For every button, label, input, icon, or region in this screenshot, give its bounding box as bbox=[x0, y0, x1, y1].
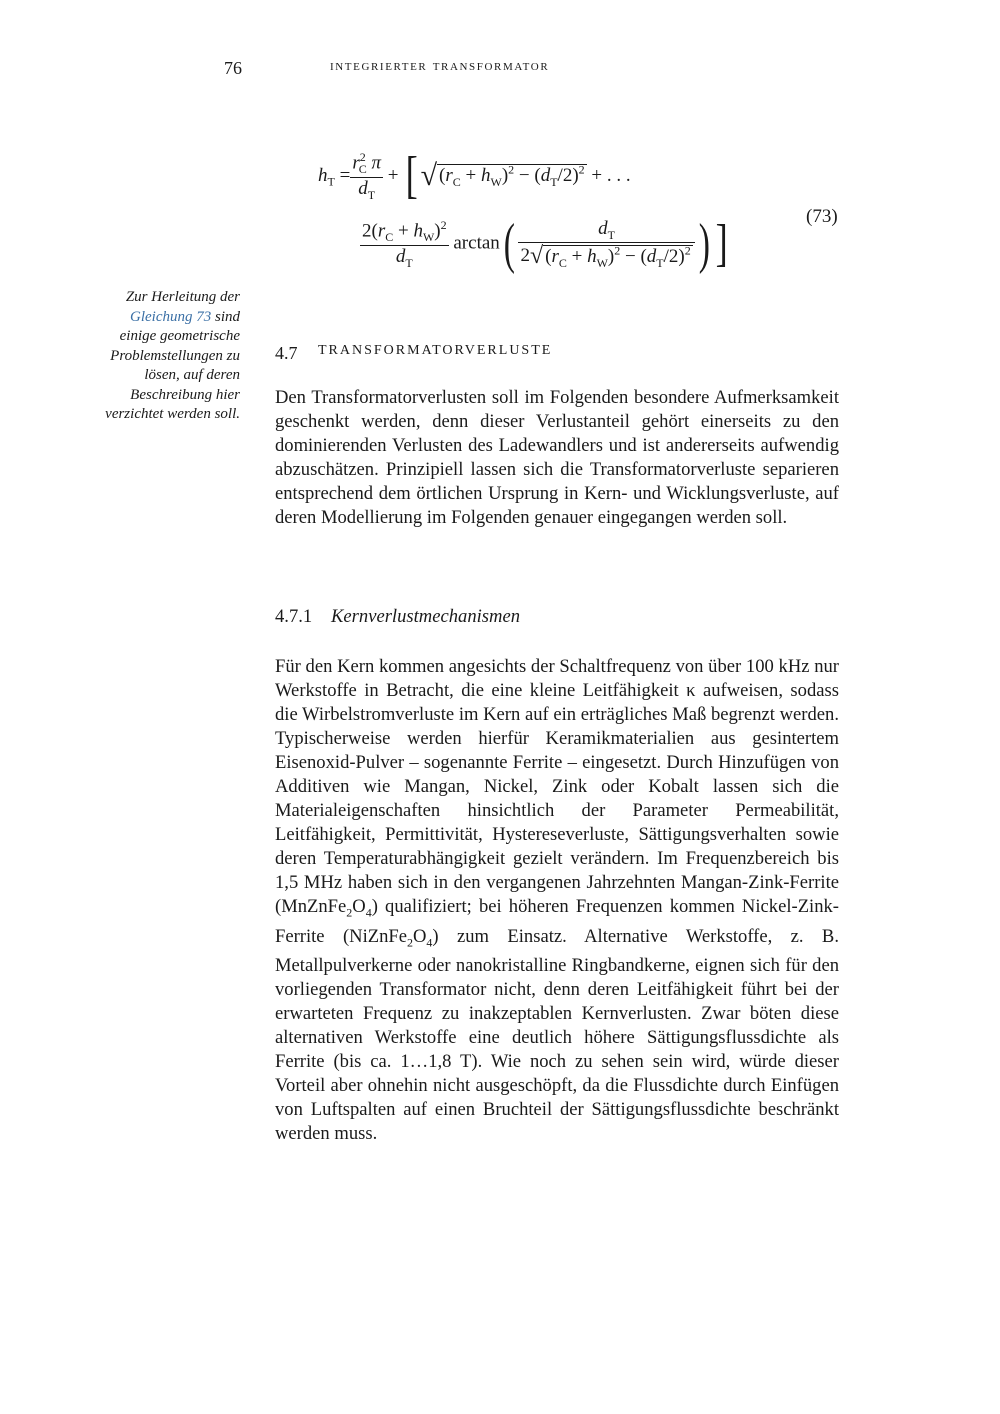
equation-row-1: $h_T$ = $\frac{r^2_C \pi}{d_T}$ + [√ $(r_C + h_W)^2 - (d_T/2)^2$ + . . . bbox=[318, 147, 631, 205]
subsection-title: Kernverlustmechanismen bbox=[331, 606, 520, 627]
running-title: integrierter transformator bbox=[330, 58, 550, 74]
section-title: TRANSFORMATORVERLUSTE bbox=[318, 343, 553, 358]
paragraph-part-b: O bbox=[352, 896, 366, 917]
section-paragraph: Den Transformatorverlusten soll im Folgenden besondere Aufmerksamkeit geschenkt werden, denn dieser Verlustanteil gehört einerseits zu den dominierenden Verlusten des Ladewandlers und ist andererseits aufwendig abzuschätzen. Prinzipiell lassen sich die Transformatorverluste separieren entsprechend dem örtlichen Ursprung in Kern- und Wicklungsverluste, auf deren Modellierung im Folgenden genauer eingegangen werden soll. bbox=[275, 387, 839, 528]
paragraph-part-c: ) qualifiziert; bei höheren Frequenzen kommen Nickel-Zink-Ferrite (NiZnFe bbox=[275, 896, 839, 947]
equation-reference-link[interactable]: Gleichung 73 bbox=[130, 308, 212, 325]
subsection-heading bbox=[275, 606, 520, 628]
paragraph-part-e: ) zum Einsatz. Alternative Werkstoffe, z. B. Metallpulverkerne oder nanokristalline Ringbandkerne, eignen sich für den vorliegenden Transformator nicht, denn deren Leitfähigkeit führt bei der erwarteten Frequenz zu inakzeptablen Kernverlusten. Zwar böten diese alternativen Werkstoffe eine deutlich höhere Sättigungsflussdichte als Ferrite (bis ca. 1…1,8 T). Wie noch zu sehen sein wird, würde dieser Vorteil aber ohnehin nicht ausgeschöpft, da die Flussdichte durch Einfügen von Luftspalten auf einen Bruchteil der Sättigungsflussdichte beschränkt werden muss. bbox=[275, 925, 839, 1145]
paragraph-part-a: Für den Kern kommen angesichts der Schaltfrequenz von über 100 kHz nur Werkstoffe in Betracht, die eine kleine Leitfähigkeit κ aufweisen, sodass die Wirbelstromverluste im Kern auf ein erträgliches Maß begrenzt werden. Typischerweise werden hierfür Keramikmaterialien aus gesintertem Eisenoxid-Pulver – sogenannte Ferrite – eingesetzt. Durch Hinzufügen von Additiven wie Mangan, Nickel, Zink oder Kobalt lassen sich die Materialeigenschaften hinsichtlich der Parameter Permeabilität, Leitfähigkeit, Permittivität, Hystereseverluste, Sättigungsverhalten sowie deren Temperaturabhängigkeit gezielt verändern. Im Frequenzbereich bis 1,5 MHz haben sich in den vergangenen Jahrzehnten Mangan-Zink-Ferrite (MnZnFe bbox=[275, 656, 839, 917]
margin-note-text-start: Zur Herleitung der bbox=[125, 289, 240, 305]
subscript: 4 bbox=[426, 935, 433, 950]
margin-note bbox=[100, 288, 240, 425]
subscript: 4 bbox=[365, 905, 372, 920]
margin-note-text-end: sind einige geometrische Problemstellungen zu lösen, auf deren Beschreibung hier verzichtet werden soll. bbox=[105, 308, 240, 422]
equation-number: (73) bbox=[806, 206, 838, 227]
equation-row-2: $\frac{2(r_C + h_W)^2}{d_T}$ arctan( $\frac{d_T}{2√ (r_C + h_W)^2 - (d_T/2)^2}$ ) ] bbox=[362, 213, 729, 275]
subsection-paragraph bbox=[275, 655, 839, 1146]
subscript: 2 bbox=[406, 935, 413, 950]
equation-73 bbox=[318, 147, 878, 280]
subscript: 2 bbox=[346, 905, 353, 920]
subsection-number: 4.7.1 bbox=[275, 606, 313, 627]
paragraph-part-d: O bbox=[412, 925, 427, 947]
section-number: 4.7 bbox=[275, 343, 298, 363]
page-number: 76 bbox=[224, 58, 242, 78]
